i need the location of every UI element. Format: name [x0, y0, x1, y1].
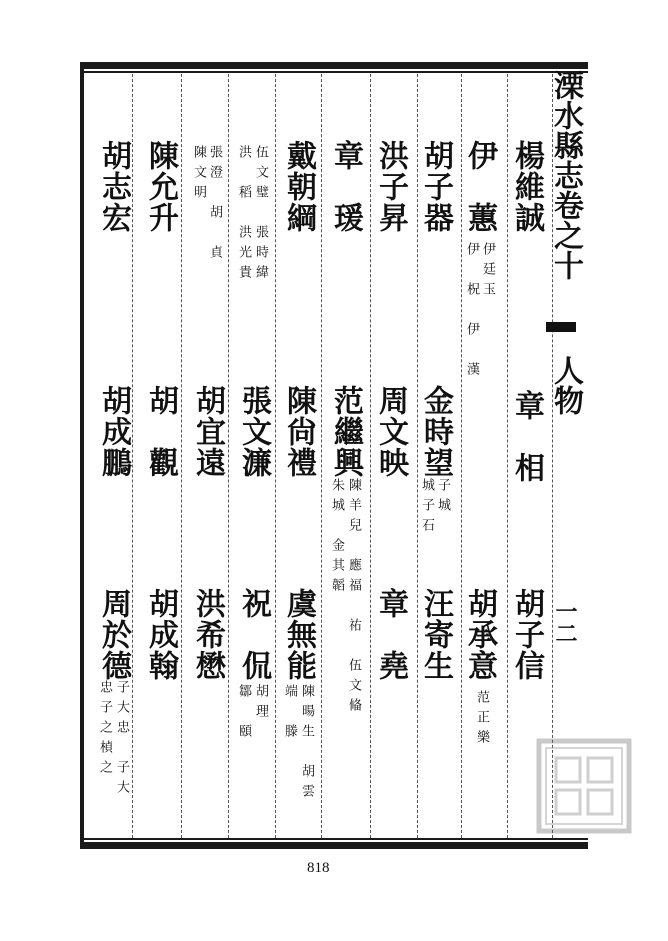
header-title: 溧水縣志卷之十: [548, 70, 583, 280]
person-name: 周於德: [96, 588, 131, 681]
person-name: 胡成鵬: [96, 385, 131, 478]
column-divider: [507, 74, 508, 838]
top-border: [80, 62, 588, 69]
bottom-border: [80, 842, 588, 849]
annotation: 伊廷玉: [480, 242, 495, 302]
person-name: 伊 蕙: [462, 140, 497, 233]
person-name: 戴朝綱: [281, 140, 316, 233]
bottom-border-inner: [80, 838, 588, 840]
person-name: 陳尙禮: [281, 385, 316, 478]
library-seal-stamp: [536, 738, 632, 834]
annotation: 城子石: [419, 478, 434, 538]
annotation: 朱城 金其韜: [329, 478, 344, 598]
annotation: 陳文明: [191, 145, 206, 205]
person-name: 胡 觀: [143, 385, 178, 478]
annotation: 伊 柷 伊 漢: [464, 242, 479, 382]
person-name: 汪寄生: [418, 588, 453, 681]
person-name: 范繼興: [328, 385, 363, 478]
person-name: 陳允升: [143, 140, 178, 233]
person-name: 胡成翰: [143, 588, 178, 681]
annotation: 子大忠 子大: [114, 680, 129, 800]
person-name: 章 相: [509, 390, 544, 483]
person-name: 楊維誠: [509, 140, 544, 233]
column-divider: [370, 74, 371, 838]
person-name: 胡子信: [509, 588, 544, 681]
person-name: 章 瑗: [328, 140, 363, 233]
column-divider: [321, 74, 322, 838]
person-name: 洪希懋: [190, 588, 225, 681]
annotation: 端 滕: [282, 684, 297, 744]
annotation: 范正樂: [474, 690, 489, 750]
column-divider: [228, 74, 229, 838]
annotation: 洪 稻 洪光貴: [236, 145, 251, 285]
column-divider: [181, 74, 182, 838]
header-section: 人物: [548, 355, 583, 415]
annotation: 陳羊兒 應福 祐 伍文偹: [346, 478, 361, 718]
annotation: 伍文璧 張時緯: [253, 145, 268, 285]
page-number: 818: [307, 860, 330, 876]
person-name: 祝 侃: [236, 588, 271, 681]
annotation: 陳暘生 胡雲: [299, 684, 314, 804]
header-tab-mark: [546, 322, 576, 332]
person-name: 胡宜遠: [190, 385, 225, 478]
person-name: 章 堯: [373, 588, 408, 681]
person-name: 周文映: [373, 385, 408, 478]
annotation: 鄒 頤: [236, 684, 251, 744]
person-name: 胡志宏: [96, 140, 131, 233]
person-name: 胡子器: [418, 140, 453, 233]
person-name: 洪子昇: [373, 140, 408, 233]
annotation: 胡理: [253, 684, 268, 724]
person-name: 胡承意: [462, 588, 497, 681]
column-divider: [275, 74, 276, 838]
annotation: 子城: [435, 478, 450, 518]
person-name: 張文濂: [236, 385, 271, 478]
top-border-inner: [80, 71, 588, 73]
annotation: 張澄 胡 貞: [207, 145, 222, 265]
person-name: 虞無能: [281, 588, 316, 681]
annotation: 忠子之楨之: [97, 680, 112, 780]
header-folio: 一二: [552, 600, 578, 644]
column-divider: [132, 74, 133, 838]
person-name: 金時望: [418, 385, 453, 478]
left-border: [80, 62, 84, 849]
